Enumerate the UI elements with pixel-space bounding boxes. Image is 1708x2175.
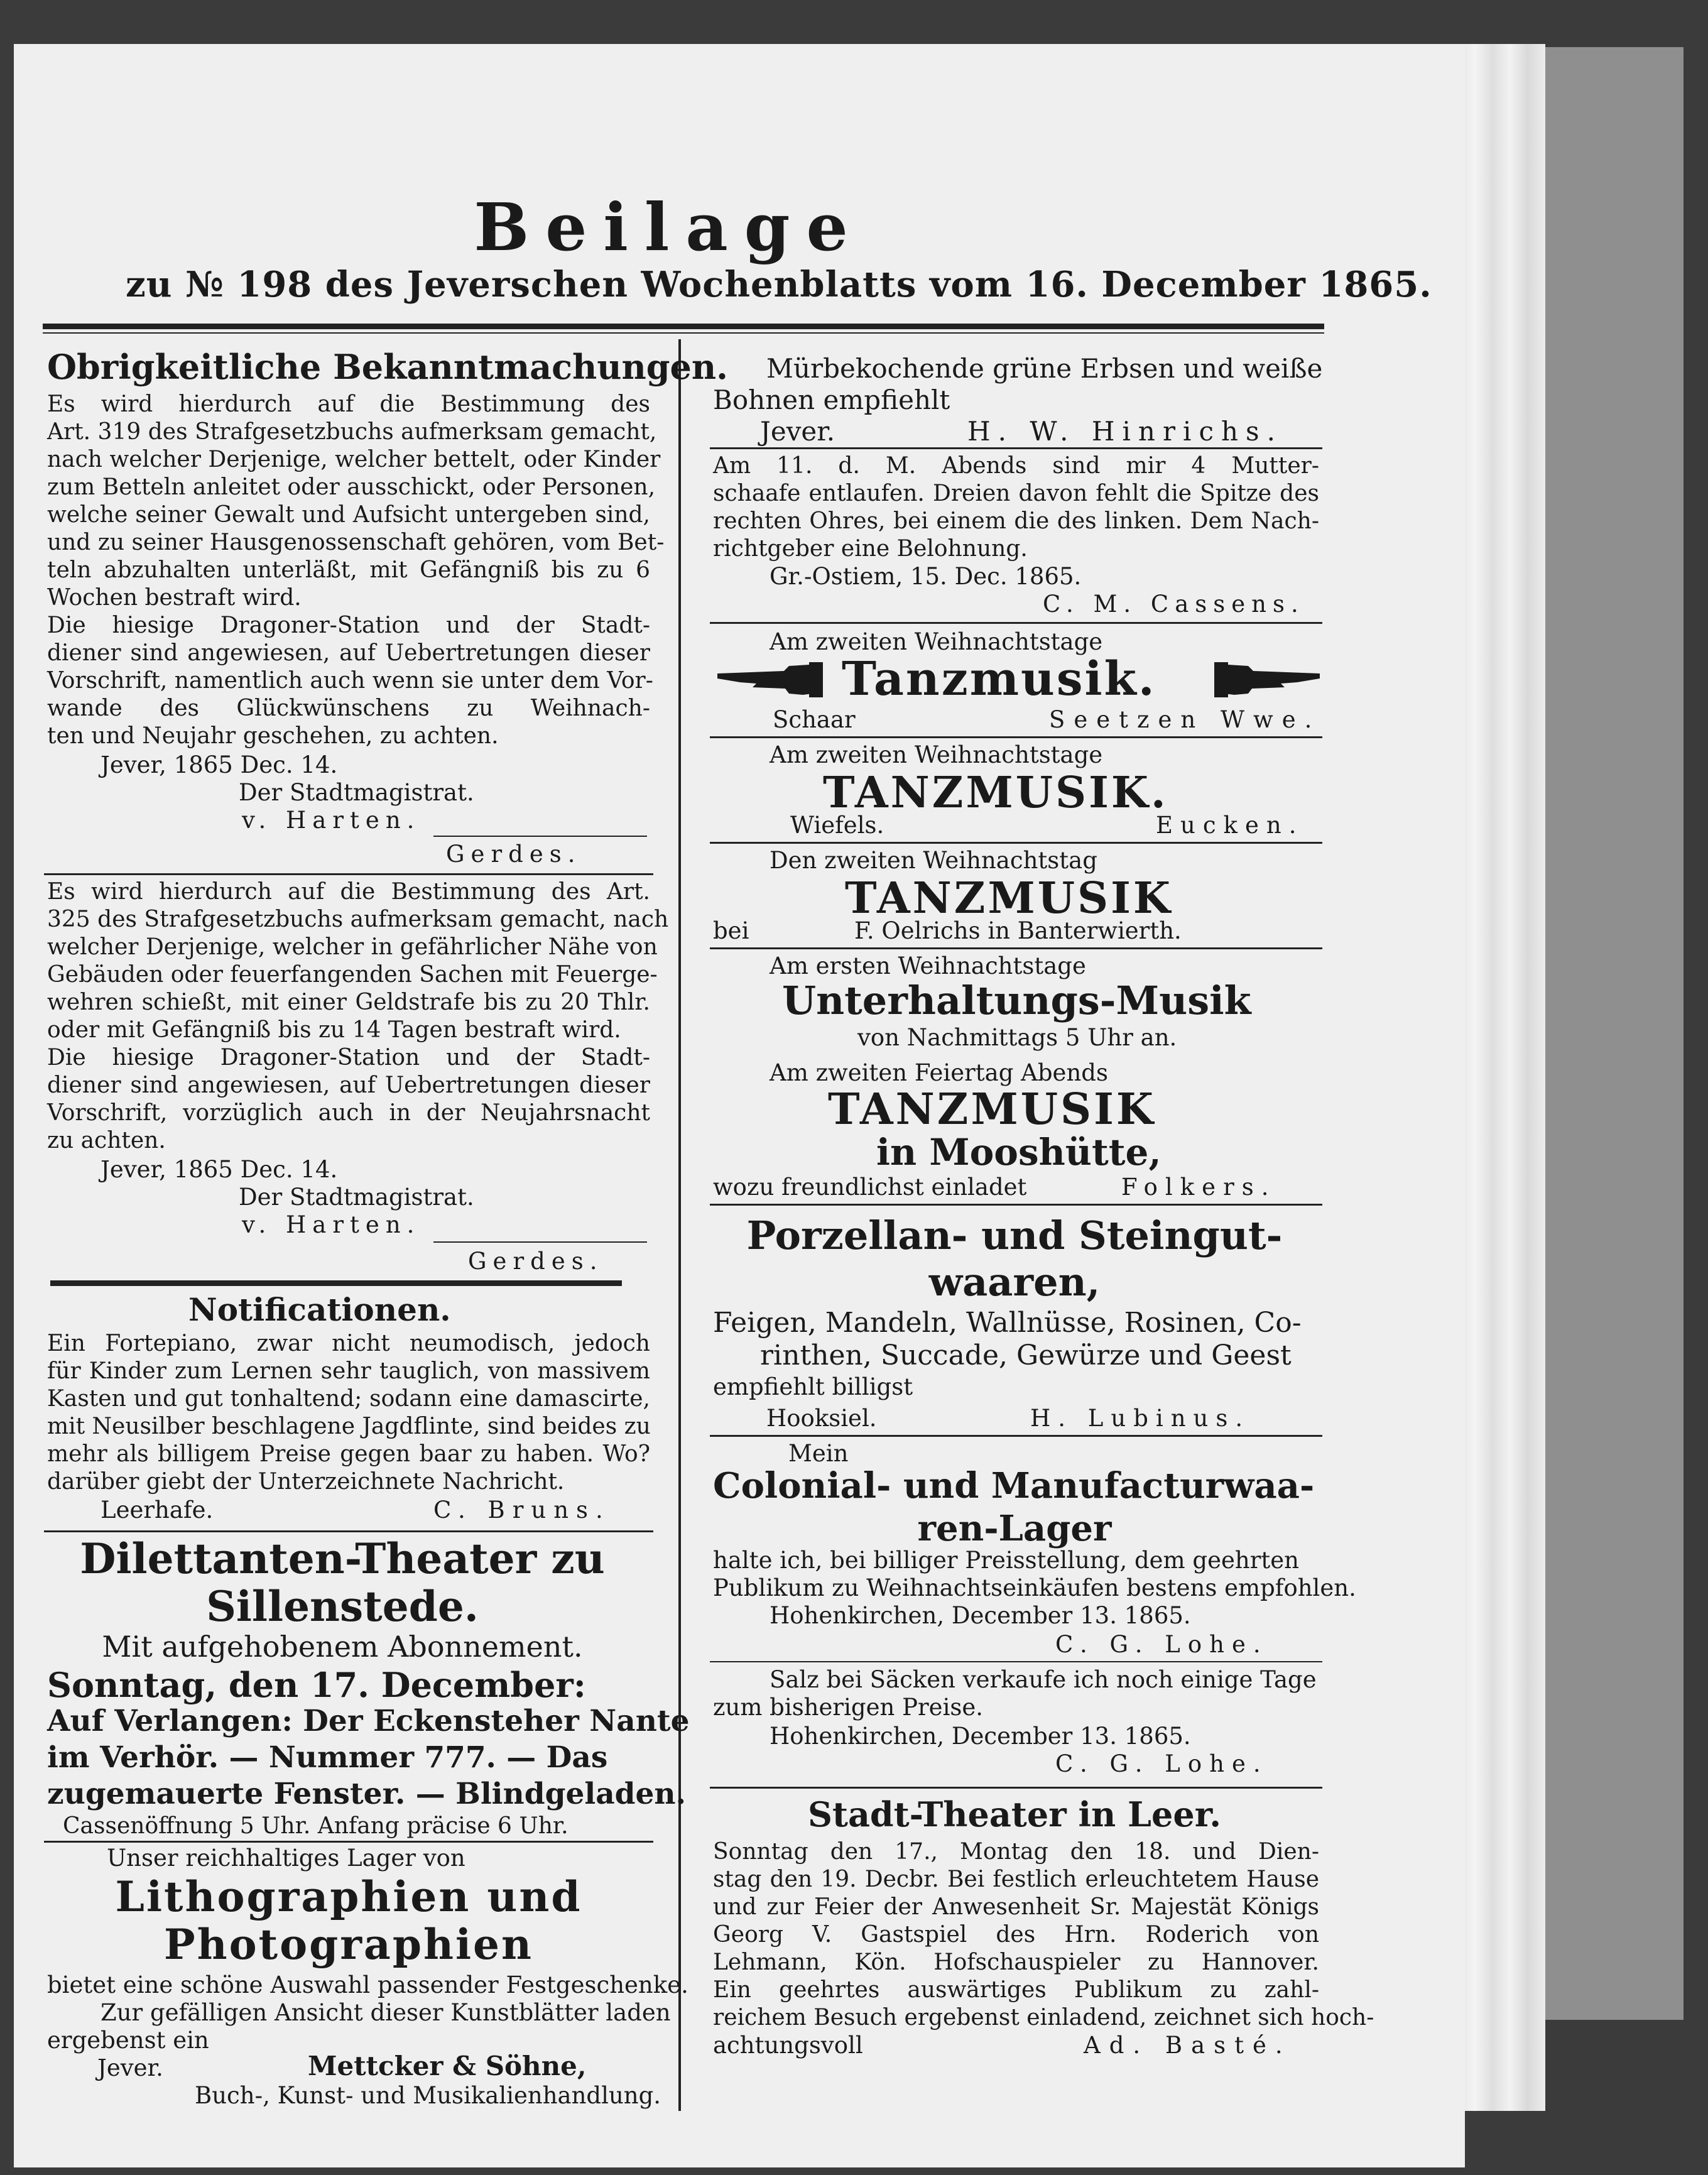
- rule: [710, 1787, 1322, 1789]
- rule: [710, 447, 1322, 449]
- book-board-edge: [1533, 47, 1684, 2020]
- column-divider: [678, 339, 681, 2111]
- ad10-last: achtungsvoll: [713, 2032, 863, 2059]
- text-line: Art. 319 des Strafgesetzbuchs aufmerksam gemacht,: [47, 419, 657, 445]
- text-line: Es wird hierdurch auf die Bestimmung des: [47, 391, 650, 417]
- rule: [433, 836, 647, 837]
- litho-firm: Mettcker & Söhne,: [308, 2051, 587, 2081]
- ad1-place: Jever.: [760, 416, 835, 447]
- ad7-place: Hooksiel.: [766, 1405, 877, 1432]
- ad7-line-2: rinthen, Succade, Gewürze und Geest: [760, 1339, 1292, 1371]
- ad3-signer: Seetzen Wwe.: [1049, 706, 1321, 733]
- notice1-authority: Der Stadtmagistrat.: [239, 779, 474, 806]
- text-line: Georg V. Gastspiel des Hrn. Roderich von: [713, 1922, 1319, 1948]
- ad10-title: Stadt-Theater in Leer.: [808, 1794, 1221, 1834]
- ad9-line-1: Salz bei Säcken verkaufe ich noch einige Tage: [770, 1666, 1317, 1693]
- ad8-mein: Mein: [788, 1440, 849, 1467]
- theater-line-2: im Verhör. — Nummer 777. — Das: [47, 1740, 608, 1775]
- text-line: richtgeber eine Belohnung.: [713, 536, 1028, 562]
- pointing-hand-right-icon: [1212, 658, 1322, 701]
- text-line: Die hiesige Dragoner-Station und der Stadt-: [47, 613, 650, 638]
- rule: [710, 1435, 1322, 1437]
- notice2-authority: Der Stadtmagistrat.: [239, 1184, 474, 1211]
- ad2-body: [713, 452, 1319, 563]
- theater-subtitle: Mit aufgehobenem Abonnement.: [102, 1630, 583, 1664]
- ad6-intro: Am ersten Weihnachtstage: [770, 952, 1086, 979]
- text-line: reichem Besuch ergebenst einladend, zeichnet sich hoch-: [713, 2005, 1374, 2031]
- text-line: zum Betteln anleitet oder ausschickt, oder Personen,: [47, 474, 656, 500]
- litho-line-2: Zur gefälligen Ansicht dieser Kunstblätter laden: [101, 1999, 671, 2026]
- rule: [433, 1241, 647, 1243]
- ad10-signer: Ad. Basté.: [1084, 2032, 1292, 2059]
- page-subtitle: zu № 198 des Jeverschen Wochenblatts vom 16. December 1865.: [126, 264, 1432, 305]
- ad2-date: Gr.-Ostiem, 15. Dec. 1865.: [770, 563, 1082, 590]
- theater-line-3: zugemauerte Fenster. — Blindgeladen.: [47, 1777, 686, 1811]
- ad1-signer: H. W. Hinrichs.: [967, 416, 1283, 447]
- rule: [710, 736, 1322, 738]
- ad6-title-2: TANZMUSIK: [828, 1084, 1156, 1135]
- ad2-signer: C. M. Cassens.: [1043, 591, 1305, 618]
- text-line: diener sind angewiesen, auf Uebertretungen dieser: [47, 640, 650, 666]
- text-line: Ein geehrtes auswärtiges Publikum zu zahl-: [713, 1977, 1319, 2003]
- rule: [44, 873, 653, 875]
- ad1-line-1: Mürbekochende grüne Erbsen und weiße: [766, 353, 1323, 384]
- page-title: Beilage: [474, 188, 864, 266]
- notice1-signer: v. Harten.: [242, 807, 421, 834]
- litho-place: Jever.: [97, 2054, 163, 2081]
- theater-line-1: Auf Verlangen: Der Eckensteher Nante: [47, 1704, 690, 1738]
- litho-line-3: ergebenst ein: [47, 2027, 209, 2054]
- ad9-line-2: zum bisherigen Preise.: [713, 1694, 984, 1721]
- header-rule-thin: [43, 332, 1324, 334]
- text-line: Gebäuden oder feuerfangenden Sachen mit Feuerge-: [47, 962, 658, 988]
- theater-date: Sonntag, den 17. December:: [47, 1665, 586, 1705]
- ad6-title: Unterhaltungs-Musik: [782, 978, 1251, 1023]
- notice2-signer: v. Harten.: [242, 1211, 421, 1238]
- text-line: Es wird hierdurch auf die Bestimmung des Art.: [47, 879, 650, 905]
- ad5-title: TANZMUSIK: [845, 873, 1173, 924]
- text-line: welcher Derjenige, welcher in gefährlicher Nähe von: [47, 934, 658, 960]
- ad7-line-1: Feigen, Mandeln, Wallnüsse, Rosinen, Co-: [713, 1307, 1302, 1339]
- text-line: 325 des Strafgesetzbuchs aufmerksam gemacht, nach: [47, 907, 669, 932]
- ad8-date: Hohenkirchen, December 13. 1865.: [770, 1602, 1191, 1629]
- ad8-title-1: Colonial- und Manufacturwaa-: [713, 1465, 1315, 1507]
- litho-title-2: Photographien: [163, 1920, 533, 1969]
- text-line: rechten Ohres, bei einem die des linken. Dem Nach-: [713, 508, 1319, 534]
- text-line: und zu seiner Hausgenossenschaft gehören, vom Bet-: [47, 530, 665, 555]
- text-line: oder mit Gefängniß bis zu 14 Tagen bestraft wird.: [47, 1017, 621, 1043]
- ad6-signer: Folkers.: [1121, 1174, 1276, 1201]
- theater-time: Cassenöffnung 5 Uhr. Anfang präcise 6 Uhr.: [63, 1813, 568, 1839]
- ad3-intro: Am zweiten Weihnachtstage: [770, 628, 1103, 655]
- ad8-line-1: halte ich, bei billiger Preisstellung, dem geehrten: [713, 1547, 1299, 1574]
- ad6-intro-2: Am zweiten Feiertag Abends: [770, 1059, 1108, 1086]
- ad8-line-2: Publikum zu Weihnachtseinkäufen bestens empfohlen.: [713, 1574, 1356, 1601]
- text-line: Die hiesige Dragoner-Station und der Stadt-: [47, 1045, 650, 1071]
- text-line: und zur Feier der Anwesenheit Sr. Majestät Königs: [713, 1894, 1319, 1920]
- text-line: ten und Neujahr geschehen, zu achten.: [47, 723, 499, 749]
- ad4-place: Wiefels.: [790, 812, 884, 839]
- ad3-place: Schaar: [773, 706, 856, 733]
- text-line: Vorschrift, vorzüglich auch in der Neujahrsnacht: [47, 1100, 650, 1126]
- ad5-bei: bei: [713, 917, 749, 944]
- ad4-title: TANZMUSIK.: [823, 768, 1168, 818]
- text-line: teln abzuhalten unterläßt, mit Gefängniß bis zu 6: [47, 557, 650, 583]
- text-line: mehr als billigem Preise gegen baar zu haben. Wo?: [47, 1441, 650, 1467]
- ad6-invite: wozu freundlichst einladet: [713, 1174, 1027, 1201]
- text-line: Lehmann, Kön. Hofschauspieler zu Hannover.: [713, 1949, 1319, 1975]
- text-line: Kasten und gut tonhaltend; sodann eine damascirte,: [47, 1386, 650, 1412]
- litho-title-1: Lithographien und: [115, 1872, 582, 1921]
- text-line: Vorschrift, namentlich auch wenn sie unter dem Vor-: [47, 668, 653, 694]
- text-line: Wochen bestraft wird.: [47, 585, 302, 611]
- litho-line-1: bietet eine schöne Auswahl passender Festgeschenke.: [47, 1971, 688, 1998]
- text-line: diener sind angewiesen, auf Uebertretungen dieser: [47, 1072, 650, 1098]
- ad6-sub: von Nachmittags 5 Uhr an.: [857, 1024, 1177, 1051]
- notification-body: [47, 1330, 650, 1496]
- section-title-obrigkeitliche: Obrigkeitliche Bekanntmachungen.: [47, 347, 728, 387]
- notice2-date: Jever, 1865 Dec. 14.: [101, 1156, 338, 1183]
- ad4-signer: Eucken.: [1156, 812, 1304, 839]
- ad6-title-3: in Mooshütte,: [876, 1131, 1161, 1174]
- ad7-title-1: Porzellan- und Steingut-: [746, 1213, 1283, 1258]
- section-title-notificationen: Notificationen.: [188, 1291, 451, 1328]
- ad8-signer: C. G. Lohe.: [1055, 1631, 1268, 1658]
- ad7-line-3: empfiehlt billigst: [713, 1373, 913, 1400]
- ad7-title-2: waaren,: [928, 1259, 1101, 1305]
- ad5-signer: F. Oelrichs in Banterwierth.: [854, 917, 1182, 944]
- notice1-countersign: Gerdes.: [446, 841, 582, 868]
- notification-signer: C. Bruns.: [433, 1496, 611, 1524]
- notice1-body: [47, 391, 665, 750]
- litho-intro: Unser reichhaltiges Lager von: [107, 1845, 465, 1872]
- ad5-intro: Den zweiten Weihnachtstag: [770, 847, 1097, 874]
- header-rule: [43, 324, 1324, 329]
- text-line: welche seiner Gewalt und Aufsicht untergeben sind,: [47, 502, 650, 528]
- notification-place: Leerhafe.: [101, 1496, 214, 1524]
- text-line: darüber giebt der Unterzeichnete Nachricht.: [47, 1469, 565, 1495]
- ad4-intro: Am zweiten Weihnachtstage: [770, 741, 1103, 768]
- ad3-title: Tanzmusik.: [842, 652, 1156, 706]
- text-line: mit Neusilber beschlagene Jagdflinte, sind beides zu: [47, 1414, 651, 1439]
- pointing-hand-left-icon: [715, 658, 825, 701]
- text-line: stag den 19. Decbr. Bei festlich erleuchtetem Hause: [713, 1867, 1319, 1892]
- rule: [710, 1204, 1322, 1206]
- text-line: für Kinder zum Lernen sehr tauglich, von massivem: [47, 1358, 650, 1384]
- notice2-countersign: Gerdes.: [468, 1248, 604, 1275]
- text-line: nach welcher Derjenige, welcher bettelt, oder Kinder: [47, 447, 661, 472]
- text-line: Am 11. d. M. Abends sind mir 4 Mutter-: [713, 453, 1319, 479]
- ad9-date: Hohenkirchen, December 13. 1865.: [770, 1723, 1191, 1750]
- theater-title-2: Sillenstede.: [206, 1582, 479, 1631]
- text-line: Sonntag den 17., Montag den 18. und Dien-: [713, 1839, 1319, 1865]
- text-line: wande des Glückwünschens zu Weihnach-: [47, 695, 650, 721]
- notice2-body: [47, 878, 669, 1155]
- ad10-body: [713, 1838, 1374, 2032]
- text-line: Ein Fortepiano, zwar nicht neumodisch, jedoch: [47, 1331, 650, 1356]
- page-stack-edge: [1457, 44, 1545, 2111]
- ad7-signer: H. Lubinus.: [1030, 1405, 1251, 1432]
- ad8-title-2: ren-Lager: [917, 1508, 1112, 1549]
- ad1-line-2: Bohnen empfiehlt: [713, 384, 950, 415]
- text-line: zu achten.: [47, 1128, 166, 1153]
- rule: [710, 947, 1322, 949]
- rule: [44, 1530, 653, 1532]
- rule: [710, 1661, 1322, 1662]
- rule: [50, 1280, 622, 1286]
- theater-title-1: Dilettanten-Theater zu: [80, 1534, 605, 1583]
- rule: [710, 842, 1322, 844]
- text-line: wehren schießt, mit einer Geldstrafe bis zu 20 Thlr.: [47, 989, 650, 1015]
- rule: [44, 1841, 653, 1843]
- rule: [710, 622, 1322, 624]
- litho-firm-sub: Buch-, Kunst- und Musikalienhandlung.: [195, 2082, 661, 2109]
- ad9-signer: C. G. Lohe.: [1055, 1750, 1268, 1777]
- notice1-date: Jever, 1865 Dec. 14.: [101, 751, 338, 778]
- text-line: schaafe entlaufen. Dreien davon fehlt die Spitze des: [713, 481, 1319, 506]
